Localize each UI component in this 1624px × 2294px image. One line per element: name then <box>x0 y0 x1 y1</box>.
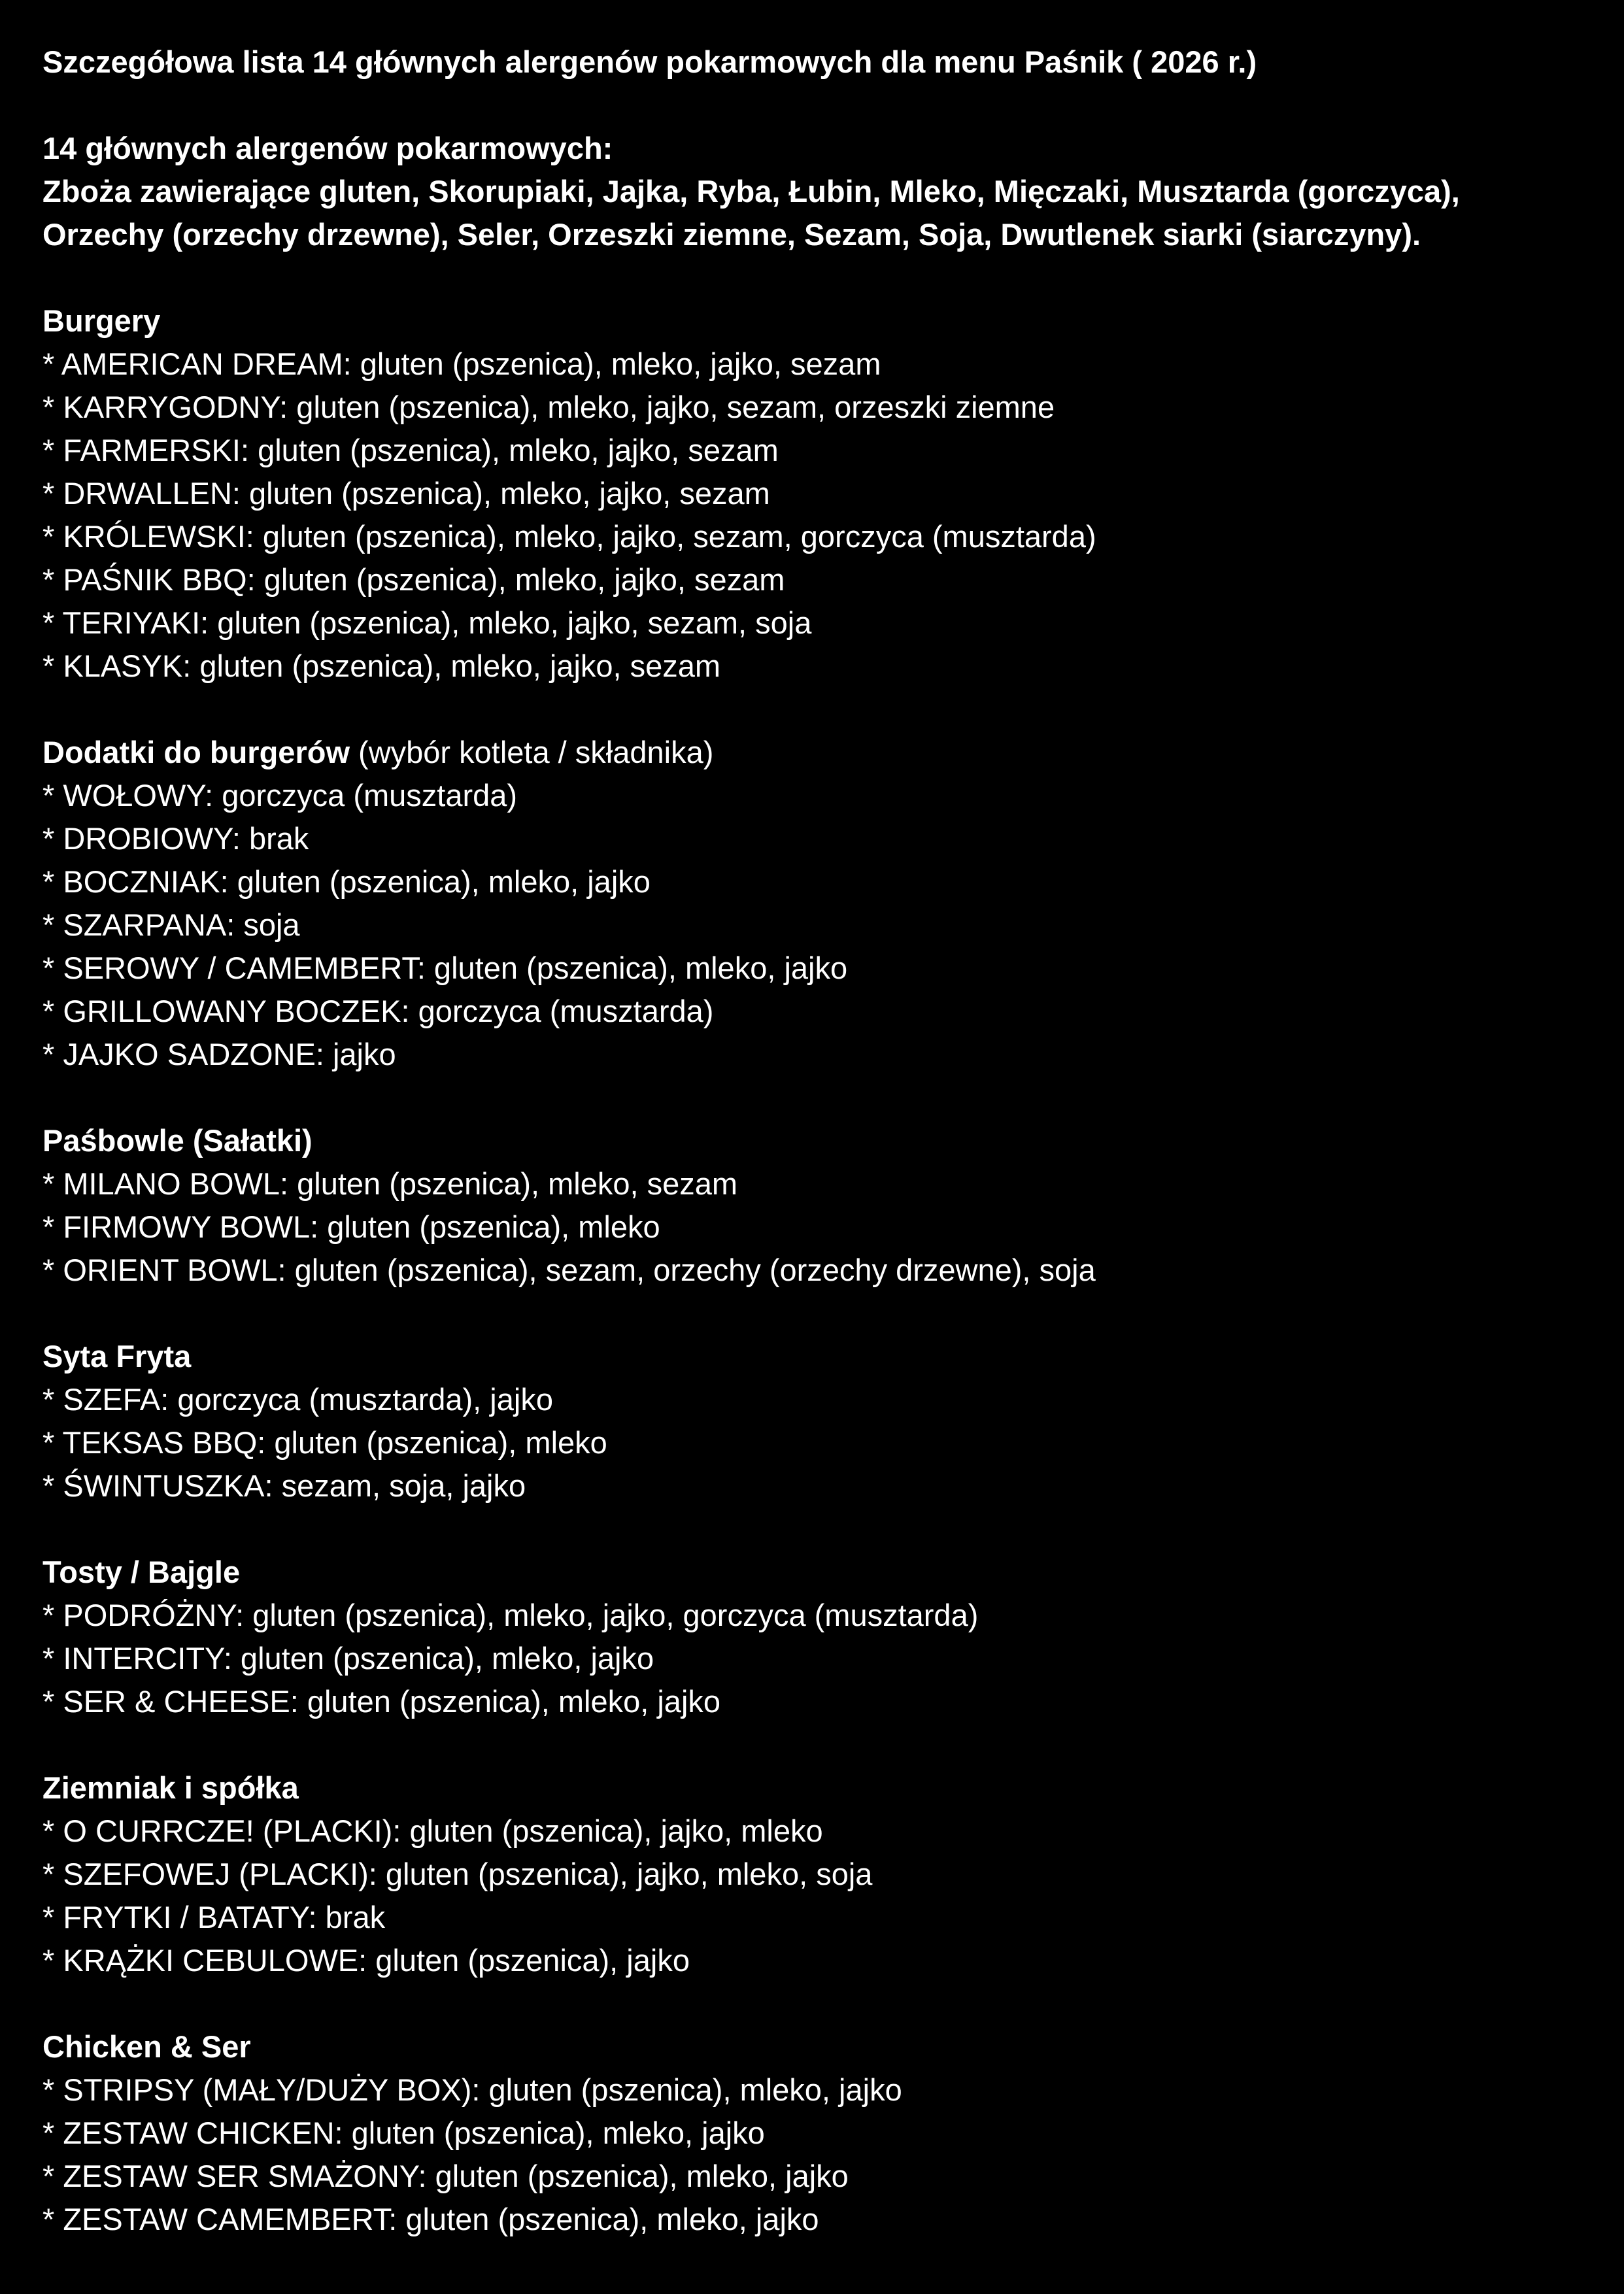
allergens-list-line-2: Orzechy (orzechy drzewne), Seler, Orzeszki ziemne, Sezam, Soja, Dwutlenek siarki (siarczyny). <box>42 217 1421 252</box>
allergens-heading: 14 głównych alergenów pokarmowych: <box>42 131 613 165</box>
allergen-item: * KLASYK: gluten (pszenica), mleko, jajko, sezam <box>42 649 721 683</box>
section-heading-line <box>42 299 1605 343</box>
allergen-item: * FIRMOWY BOWL: gluten (pszenica), mleko <box>42 1209 660 1244</box>
section-heading: Burgery <box>42 303 161 338</box>
allergen-item: * ZESTAW SER SMAŻONY: gluten (pszenica), mleko, jajko <box>42 2159 849 2193</box>
allergen-item: * PAŚNIK BBQ: gluten (pszenica), mleko, jajko, sezam <box>42 562 785 597</box>
allergen-item: * GRILLOWANY BOCZEK: gorczyca (musztarda) <box>42 994 714 1028</box>
section-heading-line <box>42 1766 1605 1810</box>
allergen-item: * DROBIOWY: brak <box>42 821 309 856</box>
allergen-item: * AMERICAN DREAM: gluten (pszenica), mleko, jajko, sezam <box>42 346 881 381</box>
spacer <box>42 84 1605 127</box>
section-heading-line <box>42 1335 1605 1378</box>
allergen-item: * BOCZNIAK: gluten (pszenica), mleko, jajko <box>42 864 651 899</box>
section-heading: Tosty / Bajgle <box>42 1555 241 1589</box>
document-title: Szczegółowa lista 14 głównych alergenów pokarmowych dla menu Paśnik ( 2026 r.) <box>42 44 1257 79</box>
section-heading-line <box>42 1551 1605 1594</box>
allergen-item: * ZESTAW CAMEMBERT: gluten (pszenica), mleko, jajko <box>42 2202 819 2236</box>
allergen-item: * SZEFOWEJ (PLACKI): gluten (pszenica), jajko, mleko, soja <box>42 1857 873 1891</box>
allergen-item: * STRIPSY (MAŁY/DUŻY BOX): gluten (pszenica), mleko, jajko <box>42 2072 902 2107</box>
allergen-item: * PODRÓŻNY: gluten (pszenica), mleko, jajko, gorczyca (musztarda) <box>42 1598 979 1632</box>
menu-section <box>42 1551 1605 1723</box>
allergen-item: * SZEFA: gorczyca (musztarda), jajko <box>42 1382 553 1417</box>
allergen-item: * MILANO BOWL: gluten (pszenica), mleko, sezam <box>42 1166 738 1201</box>
menu-section <box>42 2025 1605 2241</box>
section-heading: Dodatki do burgerów <box>42 735 350 769</box>
section-heading-line <box>42 2025 1605 2068</box>
allergen-item: * ZESTAW CHICKEN: gluten (pszenica), mleko, jajko <box>42 2116 765 2150</box>
section-heading-line <box>42 731 1605 774</box>
allergen-item: * WOŁOWY: gorczyca (musztarda) <box>42 778 518 813</box>
section-heading: Paśbowle (Sałatki) <box>42 1123 313 1158</box>
allergen-item: * SZARPANA: soja <box>42 907 300 942</box>
section-heading: Syta Fryta <box>42 1339 192 1374</box>
section-heading: Ziemniak i spółka <box>42 1770 299 1805</box>
allergen-item: * DRWALLEN: gluten (pszenica), mleko, jajko, sezam <box>42 476 770 511</box>
menu-section <box>42 1766 1605 1982</box>
allergen-item: * SER & CHEESE: gluten (pszenica), mleko, jajko <box>42 1684 721 1719</box>
allergen-item: * ORIENT BOWL: gluten (pszenica), sezam, orzechy (orzechy drzewne), soja <box>42 1253 1096 1287</box>
section-heading-note: (wybór kotleta / składnika) <box>350 735 714 769</box>
allergen-item: * O CURRCZE! (PLACKI): gluten (pszenica), jajko, mleko <box>42 1813 823 1848</box>
section-heading-line <box>42 1119 1605 1162</box>
allergen-item: * JAJKO SADZONE: jajko <box>42 1037 396 1071</box>
allergen-item: * KRÓLEWSKI: gluten (pszenica), mleko, jajko, sezam, gorczyca (musztarda) <box>42 519 1096 554</box>
allergen-document <box>42 41 1605 2241</box>
allergen-item: * KARRYGODNY: gluten (pszenica), mleko, jajko, sezam, orzeszki ziemne <box>42 390 1055 424</box>
allergens-list-line-1: Zboża zawierające gluten, Skorupiaki, Jajka, Ryba, Łubin, Mleko, Mięczaki, Musztarda (gorczyca), <box>42 174 1460 209</box>
allergen-item: * KRĄŻKI CEBULOWE: gluten (pszenica), jajko <box>42 1943 690 1978</box>
allergen-item: * SEROWY / CAMEMBERT: gluten (pszenica), mleko, jajko <box>42 951 848 985</box>
section-heading: Chicken & Ser <box>42 2029 251 2064</box>
menu-section <box>42 1119 1605 1292</box>
menu-section <box>42 1335 1605 1508</box>
allergen-item: * TERIYAKI: gluten (pszenica), mleko, jajko, sezam, soja <box>42 605 812 640</box>
allergen-item: * ŚWINTUSZKA: sezam, soja, jajko <box>42 1468 526 1503</box>
allergen-item: * FRYTKI / BATATY: brak <box>42 1900 386 1934</box>
menu-sections <box>42 299 1605 2241</box>
menu-section <box>42 731 1605 1076</box>
allergen-item: * FARMERSKI: gluten (pszenica), mleko, jajko, sezam <box>42 433 779 467</box>
allergen-item: * TEKSAS BBQ: gluten (pszenica), mleko <box>42 1425 607 1460</box>
menu-section <box>42 299 1605 688</box>
allergen-item: * INTERCITY: gluten (pszenica), mleko, jajko <box>42 1641 654 1676</box>
